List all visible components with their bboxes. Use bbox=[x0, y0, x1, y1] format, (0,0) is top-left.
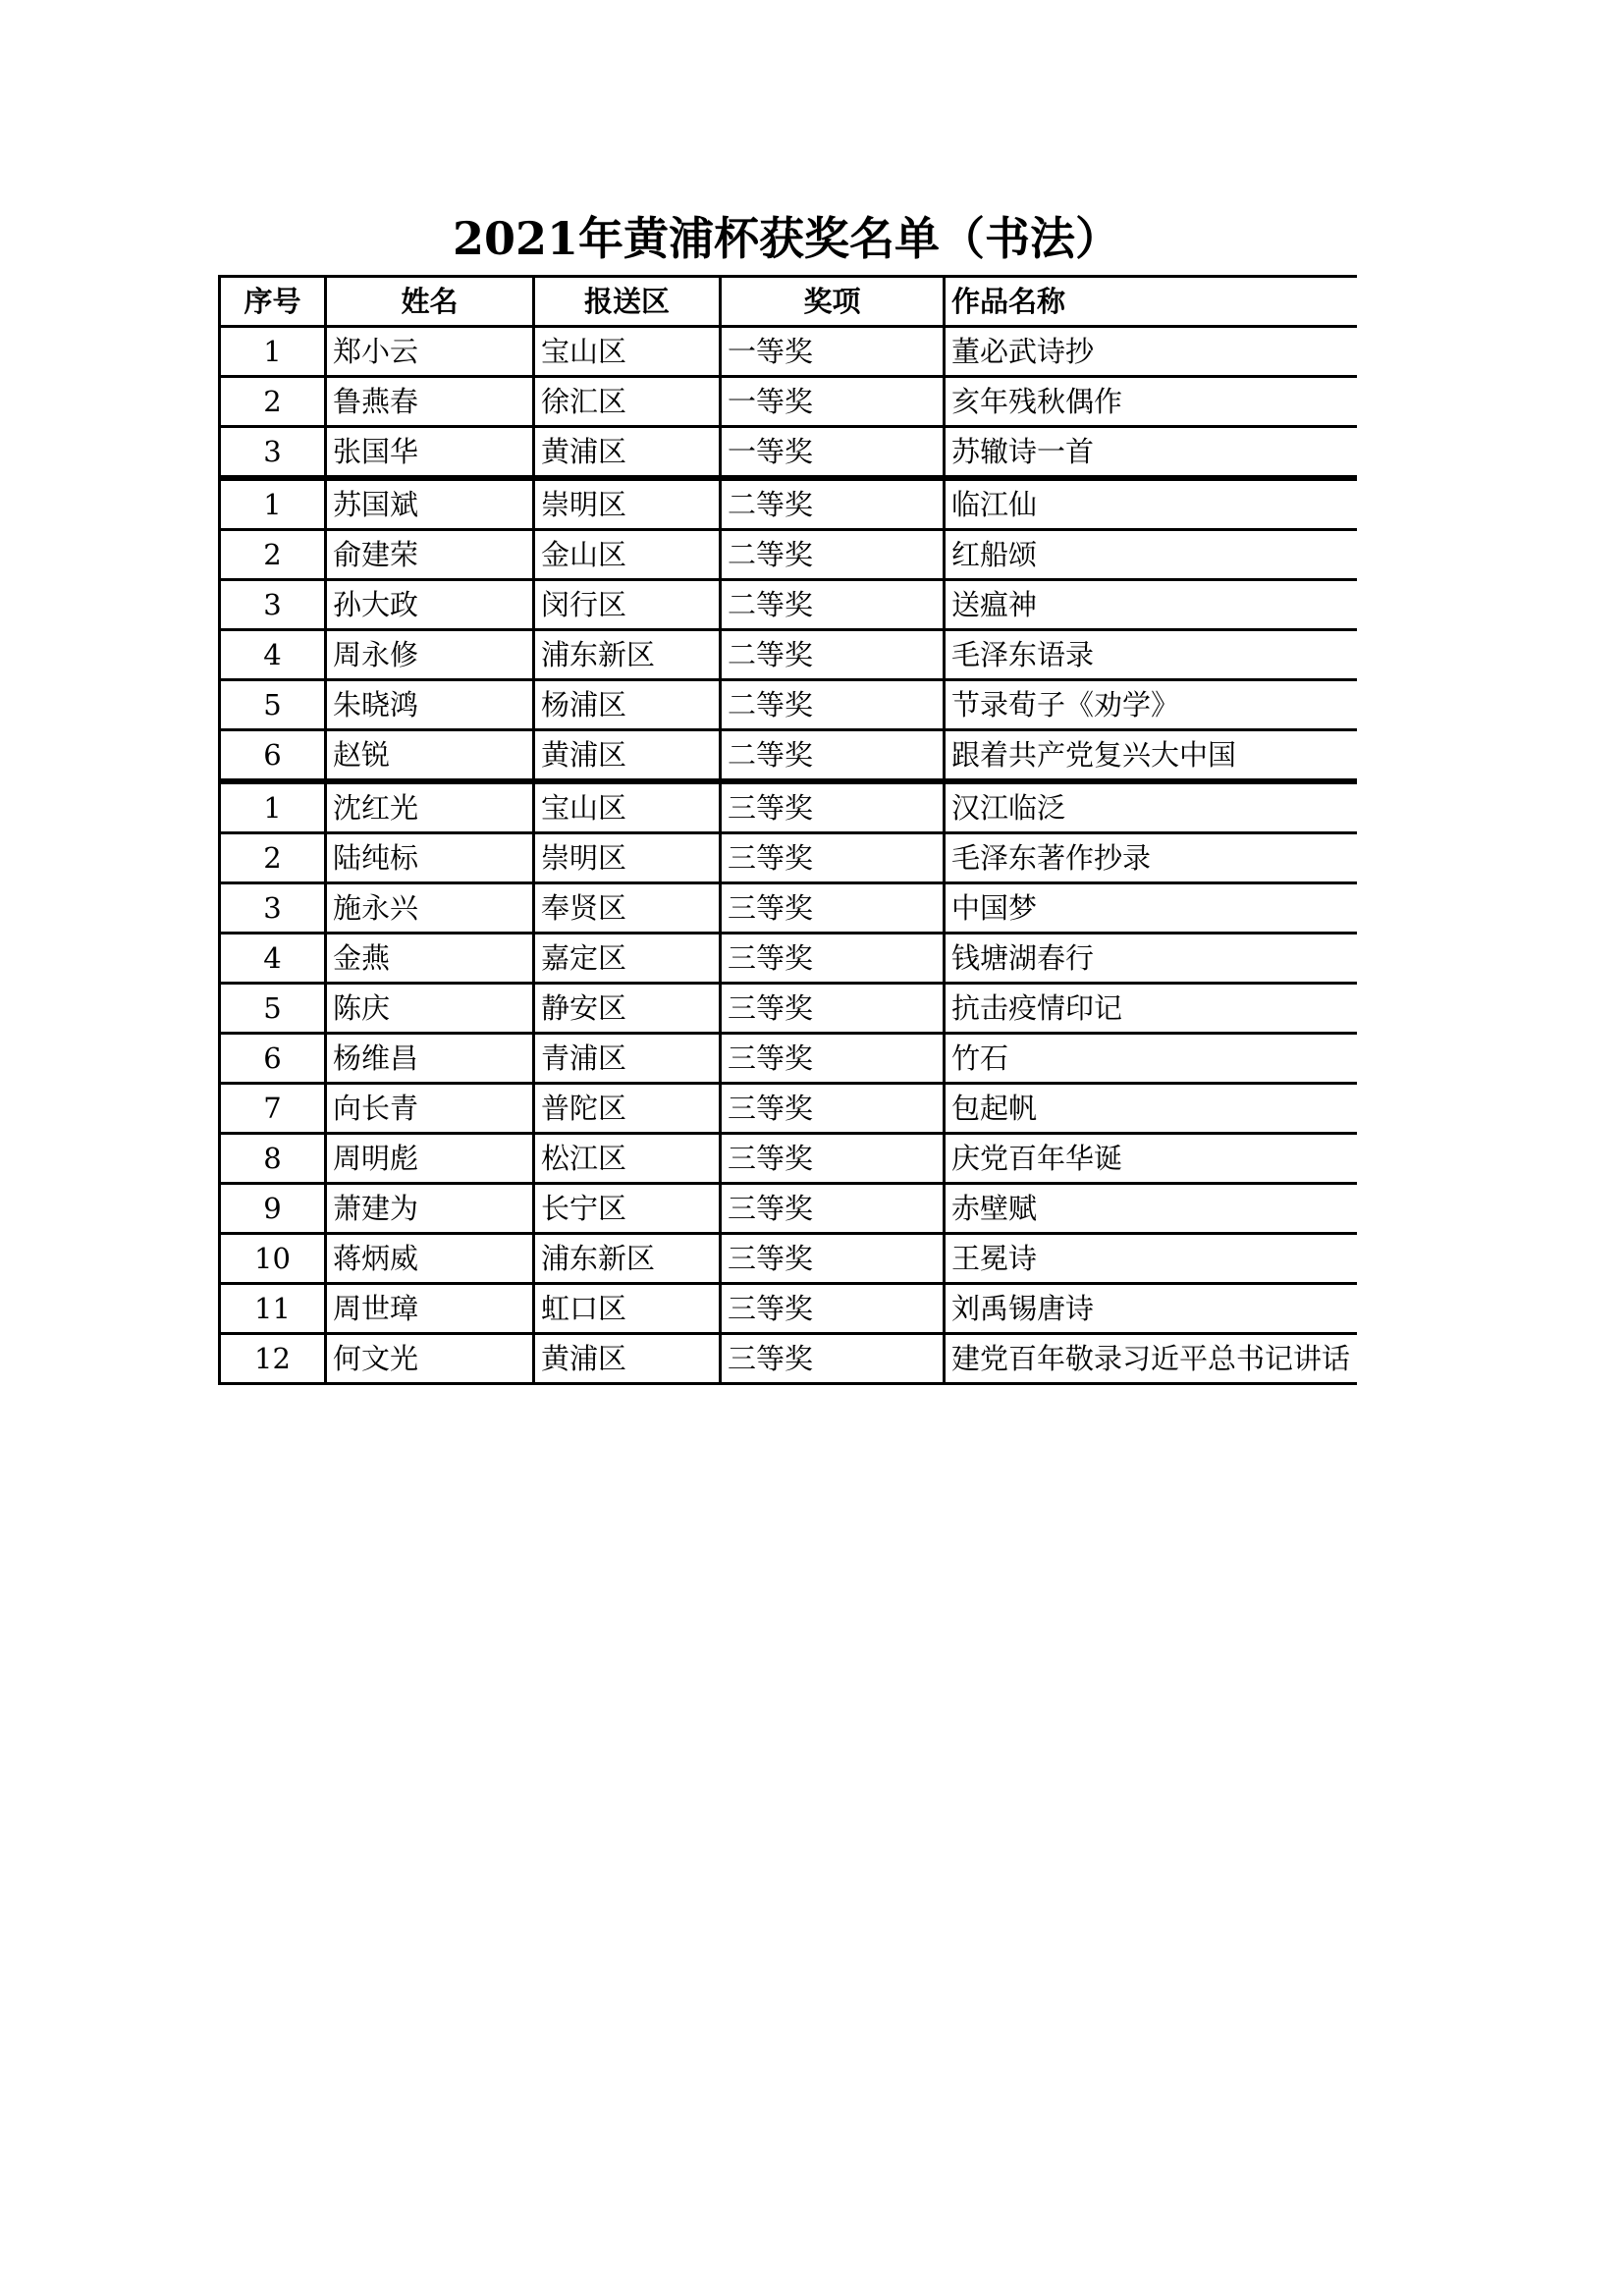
column-header-name: 姓名 bbox=[326, 277, 534, 327]
cell-seq: 5 bbox=[220, 680, 326, 730]
cell-seq: 4 bbox=[220, 934, 326, 984]
column-header-seq: 序号 bbox=[220, 277, 326, 327]
table-row bbox=[220, 630, 1357, 680]
cell-name: 孙大政 bbox=[326, 580, 534, 630]
cell-district: 崇明区 bbox=[534, 478, 721, 530]
table-row bbox=[220, 327, 1357, 377]
cell-name: 张国华 bbox=[326, 427, 534, 479]
cell-name: 郑小云 bbox=[326, 327, 534, 377]
cell-district: 长宁区 bbox=[534, 1184, 721, 1234]
cell-award: 二等奖 bbox=[721, 530, 945, 580]
cell-work: 节录荀子《劝学》 bbox=[945, 680, 1357, 730]
cell-seq: 2 bbox=[220, 377, 326, 427]
cell-name: 周世璋 bbox=[326, 1284, 534, 1334]
page-title: 2021年黄浦杯获奖名单（书法） bbox=[452, 212, 1121, 265]
cell-award: 一等奖 bbox=[721, 427, 945, 479]
cell-name: 何文光 bbox=[326, 1334, 534, 1384]
cell-award: 三等奖 bbox=[721, 1184, 945, 1234]
table-row bbox=[220, 883, 1357, 934]
cell-work: 建党百年敬录习近平总书记讲话 bbox=[945, 1334, 1357, 1384]
cell-award: 三等奖 bbox=[721, 1084, 945, 1134]
cell-seq: 1 bbox=[220, 327, 326, 377]
cell-seq: 3 bbox=[220, 580, 326, 630]
cell-seq: 2 bbox=[220, 833, 326, 883]
cell-work: 中国梦 bbox=[945, 883, 1357, 934]
cell-seq: 3 bbox=[220, 883, 326, 934]
table-row bbox=[220, 530, 1357, 580]
cell-seq: 6 bbox=[220, 1034, 326, 1084]
cell-award: 三等奖 bbox=[721, 1134, 945, 1184]
table-row bbox=[220, 833, 1357, 883]
cell-award: 三等奖 bbox=[721, 781, 945, 833]
cell-award: 二等奖 bbox=[721, 478, 945, 530]
cell-work: 竹石 bbox=[945, 1034, 1357, 1084]
cell-name: 周明彪 bbox=[326, 1134, 534, 1184]
column-header-award: 奖项 bbox=[721, 277, 945, 327]
cell-name: 朱晓鸿 bbox=[326, 680, 534, 730]
cell-district: 宝山区 bbox=[534, 327, 721, 377]
cell-award: 三等奖 bbox=[721, 1334, 945, 1384]
cell-district: 虹口区 bbox=[534, 1284, 721, 1334]
cell-seq: 1 bbox=[220, 478, 326, 530]
cell-award: 三等奖 bbox=[721, 1034, 945, 1084]
cell-district: 黄浦区 bbox=[534, 1334, 721, 1384]
table-row bbox=[220, 377, 1357, 427]
cell-award: 三等奖 bbox=[721, 883, 945, 934]
cell-award: 三等奖 bbox=[721, 833, 945, 883]
cell-seq: 2 bbox=[220, 530, 326, 580]
cell-award: 三等奖 bbox=[721, 934, 945, 984]
table-row bbox=[220, 730, 1357, 782]
cell-work: 跟着共产党复兴大中国 bbox=[945, 730, 1357, 782]
cell-award: 三等奖 bbox=[721, 1234, 945, 1284]
table-row bbox=[220, 1184, 1357, 1234]
table-row bbox=[220, 1234, 1357, 1284]
table-row bbox=[220, 1034, 1357, 1084]
cell-work: 红船颂 bbox=[945, 530, 1357, 580]
cell-seq: 11 bbox=[220, 1284, 326, 1334]
cell-district: 静安区 bbox=[534, 984, 721, 1034]
table-row bbox=[220, 1134, 1357, 1184]
cell-seq: 1 bbox=[220, 781, 326, 833]
cell-seq: 3 bbox=[220, 427, 326, 479]
cell-seq: 10 bbox=[220, 1234, 326, 1284]
table-row bbox=[220, 580, 1357, 630]
table-row bbox=[220, 934, 1357, 984]
cell-award: 一等奖 bbox=[721, 327, 945, 377]
cell-name: 苏国斌 bbox=[326, 478, 534, 530]
cell-work: 董必武诗抄 bbox=[945, 327, 1357, 377]
table-row bbox=[220, 478, 1357, 530]
cell-name: 鲁燕春 bbox=[326, 377, 534, 427]
table-body bbox=[220, 327, 1357, 1384]
cell-district: 松江区 bbox=[534, 1134, 721, 1184]
cell-district: 黄浦区 bbox=[534, 730, 721, 782]
column-header-work: 作品名称 bbox=[945, 277, 1357, 327]
table-row bbox=[220, 1284, 1357, 1334]
cell-name: 金燕 bbox=[326, 934, 534, 984]
cell-work: 送瘟神 bbox=[945, 580, 1357, 630]
cell-work: 包起帆 bbox=[945, 1084, 1357, 1134]
cell-district: 嘉定区 bbox=[534, 934, 721, 984]
cell-award: 二等奖 bbox=[721, 730, 945, 782]
cell-name: 施永兴 bbox=[326, 883, 534, 934]
cell-name: 向长青 bbox=[326, 1084, 534, 1134]
column-header-district: 报送区 bbox=[534, 277, 721, 327]
cell-district: 浦东新区 bbox=[534, 630, 721, 680]
cell-name: 俞建荣 bbox=[326, 530, 534, 580]
cell-district: 金山区 bbox=[534, 530, 721, 580]
cell-seq: 4 bbox=[220, 630, 326, 680]
table-row bbox=[220, 680, 1357, 730]
table-row bbox=[220, 427, 1357, 479]
cell-work: 毛泽东著作抄录 bbox=[945, 833, 1357, 883]
cell-work: 亥年残秋偶作 bbox=[945, 377, 1357, 427]
cell-name: 杨维昌 bbox=[326, 1034, 534, 1084]
cell-seq: 7 bbox=[220, 1084, 326, 1134]
cell-district: 闵行区 bbox=[534, 580, 721, 630]
cell-work: 刘禹锡唐诗 bbox=[945, 1284, 1357, 1334]
table-row bbox=[220, 1084, 1357, 1134]
table-header-row bbox=[220, 277, 1357, 327]
table-row bbox=[220, 984, 1357, 1034]
cell-work: 庆党百年华诞 bbox=[945, 1134, 1357, 1184]
cell-name: 周永修 bbox=[326, 630, 534, 680]
cell-district: 黄浦区 bbox=[534, 427, 721, 479]
cell-award: 三等奖 bbox=[721, 984, 945, 1034]
cell-district: 徐汇区 bbox=[534, 377, 721, 427]
cell-award: 三等奖 bbox=[721, 1284, 945, 1334]
cell-district: 青浦区 bbox=[534, 1034, 721, 1084]
cell-work: 赤壁赋 bbox=[945, 1184, 1357, 1234]
cell-district: 杨浦区 bbox=[534, 680, 721, 730]
cell-name: 蒋炳威 bbox=[326, 1234, 534, 1284]
table-row bbox=[220, 781, 1357, 833]
cell-work: 王冕诗 bbox=[945, 1234, 1357, 1284]
award-table bbox=[218, 275, 1357, 1385]
cell-district: 浦东新区 bbox=[534, 1234, 721, 1284]
cell-work: 汉江临泛 bbox=[945, 781, 1357, 833]
cell-seq: 6 bbox=[220, 730, 326, 782]
cell-name: 沈红光 bbox=[326, 781, 534, 833]
cell-seq: 12 bbox=[220, 1334, 326, 1384]
cell-work: 抗击疫情印记 bbox=[945, 984, 1357, 1034]
cell-district: 宝山区 bbox=[534, 781, 721, 833]
cell-award: 二等奖 bbox=[721, 580, 945, 630]
cell-name: 陈庆 bbox=[326, 984, 534, 1034]
cell-district: 奉贤区 bbox=[534, 883, 721, 934]
cell-district: 普陀区 bbox=[534, 1084, 721, 1134]
cell-name: 萧建为 bbox=[326, 1184, 534, 1234]
cell-award: 二等奖 bbox=[721, 680, 945, 730]
cell-name: 赵锐 bbox=[326, 730, 534, 782]
cell-name: 陆纯标 bbox=[326, 833, 534, 883]
cell-work: 毛泽东语录 bbox=[945, 630, 1357, 680]
table-row bbox=[220, 1334, 1357, 1384]
cell-work: 苏辙诗一首 bbox=[945, 427, 1357, 479]
cell-work: 钱塘湖春行 bbox=[945, 934, 1357, 984]
cell-seq: 8 bbox=[220, 1134, 326, 1184]
cell-seq: 5 bbox=[220, 984, 326, 1034]
cell-district: 崇明区 bbox=[534, 833, 721, 883]
cell-award: 二等奖 bbox=[721, 630, 945, 680]
cell-seq: 9 bbox=[220, 1184, 326, 1234]
cell-work: 临江仙 bbox=[945, 478, 1357, 530]
cell-award: 一等奖 bbox=[721, 377, 945, 427]
